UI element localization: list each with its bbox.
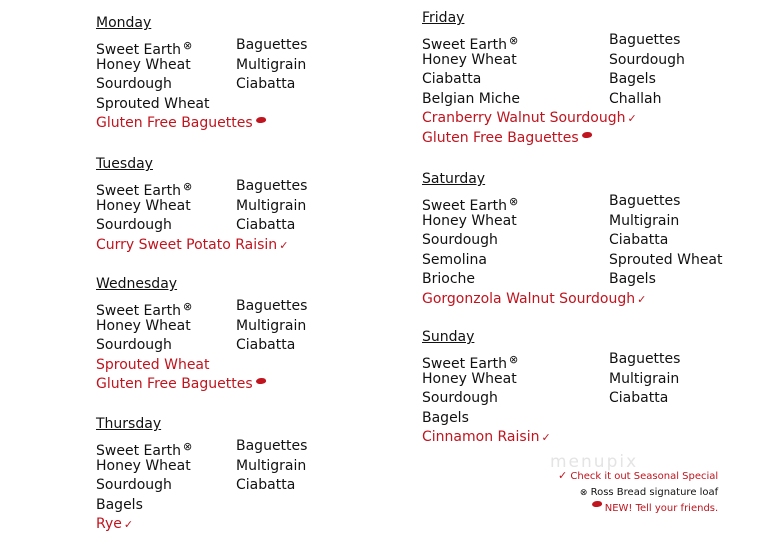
bread-row: [422, 409, 551, 429]
bread-row: [96, 95, 266, 115]
bread-name-col2: Baguettes: [609, 32, 681, 48]
bread-row: [96, 56, 307, 76]
bread-row: [422, 31, 681, 53]
day-heading: Monday: [96, 15, 152, 31]
bread-name: Sourdough: [96, 76, 172, 93]
bread-name: Honey Wheat: [422, 51, 517, 68]
bread-name-col2: Bagels: [609, 271, 656, 288]
bread-name: Belgian Miche: [422, 90, 520, 107]
bread-name-col2: Ciabatta: [236, 76, 296, 93]
bread-row: [422, 290, 646, 310]
new-drop-icon: [255, 116, 266, 124]
legend-new: [556, 501, 718, 517]
bread-name-col2: Ciabatta: [236, 217, 296, 234]
bread-row: [96, 496, 192, 516]
bread-name-col2: Sourdough: [609, 51, 685, 68]
bread-row: [422, 428, 551, 448]
bread-row: [422, 370, 680, 390]
day-heading: Saturday: [422, 171, 486, 187]
day-sunday: [422, 329, 681, 448]
bread-row: [96, 457, 307, 477]
bread-name-col2: Baguettes: [236, 438, 308, 454]
bread-row: [422, 70, 656, 90]
sweet-earth-mark-icon: ⊗: [183, 300, 193, 313]
legend-seasonal: [556, 468, 718, 485]
new-drop-icon: [591, 500, 602, 508]
bread-name: Honey Wheat: [96, 457, 191, 474]
new-drop-icon: [255, 377, 266, 385]
legend-new-text: NEW! Tell your friends.: [604, 503, 719, 514]
bread-name-col2: Baguettes: [609, 193, 681, 209]
bread-name: Ciabatta: [422, 71, 482, 88]
bread-row: [96, 317, 307, 337]
bread-name-col2: Baguettes: [236, 298, 308, 314]
bread-name: Gluten Free Baguettes: [96, 115, 253, 132]
bread-row: [96, 515, 192, 535]
bread-name: Sourdough: [96, 217, 172, 234]
bread-row: [422, 51, 685, 71]
bread-name: Sourdough: [96, 337, 172, 354]
bread-name: Brioche: [422, 271, 475, 288]
check-icon: ✓: [541, 431, 551, 445]
day-heading: Sunday: [422, 329, 475, 345]
day-tuesday: [96, 156, 308, 255]
day-heading: Tuesday: [96, 156, 153, 172]
bread-row: [422, 129, 637, 149]
bread-name-col2: Challah: [609, 90, 662, 107]
day-thursday: [96, 416, 308, 535]
day-wednesday: [96, 276, 308, 395]
sweet-earth-mark-icon: ⊗: [509, 195, 519, 208]
bread-name: Bagels: [422, 409, 469, 426]
bread-name-col2: Multigrain: [236, 197, 307, 214]
bread-row: [422, 231, 669, 251]
sweet-earth-mark-icon: ⊗: [183, 180, 193, 193]
day-monday: [96, 15, 308, 134]
new-drop-icon: [581, 131, 592, 139]
bread-row: [96, 197, 307, 217]
bread-name: Sweet Earth: [422, 37, 508, 53]
bread-name-col2: Baguettes: [609, 351, 681, 367]
bread-row: [96, 216, 296, 236]
bread-name-col2: Multigrain: [609, 370, 680, 387]
bread-name: Sweet Earth: [422, 356, 508, 372]
bread-name: Sourdough: [422, 390, 498, 407]
bread-name-col2: Ciabatta: [609, 390, 669, 407]
bread-name: Gluten Free Baguettes: [422, 129, 579, 146]
bread-name: Rye: [96, 516, 122, 533]
bread-name-col2: Ciabatta: [236, 337, 296, 354]
bread-name: Sweet Earth: [96, 42, 182, 58]
bread-name-col2: Ciabatta: [609, 232, 669, 249]
legend-seasonal-text: Check it out Seasonal Special: [570, 471, 719, 482]
bread-name: Sprouted Wheat: [96, 95, 210, 112]
sweet-earth-mark-icon: ⊗: [509, 353, 519, 366]
bread-name: Semolina: [422, 251, 487, 268]
bread-name: Gluten Free Baguettes: [96, 376, 253, 393]
bread-row: [422, 212, 680, 232]
bread-row: [422, 109, 637, 129]
bread-name: Honey Wheat: [96, 197, 191, 214]
day-heading: Friday: [422, 10, 465, 26]
bread-name: Cranberry Walnut Sourdough: [422, 110, 626, 127]
bread-name: Sprouted Wheat: [96, 356, 210, 373]
bread-name-col2: Baguettes: [236, 37, 308, 53]
sweet-earth-mark-icon: ⊗: [509, 34, 519, 47]
bread-row: [96, 356, 266, 376]
bread-name: Sourdough: [96, 477, 172, 494]
bread-name-col2: Sprouted Wheat: [609, 251, 723, 268]
bread-row: [422, 251, 723, 271]
bread-name-col2: Ciabatta: [236, 477, 296, 494]
bread-name-col2: Multigrain: [236, 457, 307, 474]
legend-signature: [556, 485, 718, 501]
bread-row: [96, 297, 308, 319]
day-heading: Thursday: [96, 416, 162, 432]
bread-name: Sweet Earth: [96, 443, 182, 459]
bread-name-col2: Multigrain: [236, 317, 307, 334]
legend-signature-text: Ross Bread signature loaf: [590, 487, 719, 498]
bread-row: [96, 336, 296, 356]
bread-row: [422, 270, 656, 290]
bread-name: Sweet Earth: [96, 183, 182, 199]
sweet-earth-mark-icon: ⊗: [183, 440, 193, 453]
bread-row: [422, 90, 662, 110]
check-icon: ✓: [558, 469, 568, 482]
bread-name-col2: Baguettes: [236, 178, 308, 194]
bread-row: [96, 236, 288, 256]
watermark: menupix: [550, 452, 639, 472]
bread-name: Honey Wheat: [96, 56, 191, 73]
bread-name: Bagels: [96, 496, 143, 513]
bread-name: Sweet Earth: [422, 198, 508, 214]
bread-name: Honey Wheat: [422, 212, 517, 229]
bread-name: Sweet Earth: [96, 303, 182, 319]
bread-row: [422, 389, 669, 409]
bread-row: [422, 350, 681, 372]
bread-row: [96, 476, 296, 496]
bread-row: [96, 114, 266, 134]
bread-name: Sourdough: [422, 232, 498, 249]
bread-name: Curry Sweet Potato Raisin: [96, 236, 278, 253]
bread-name-col2: Multigrain: [609, 212, 680, 229]
sweet-earth-mark-icon: ⊗: [579, 488, 588, 498]
check-icon: ✓: [637, 292, 647, 306]
bread-row: [96, 375, 266, 395]
bread-name: Honey Wheat: [96, 317, 191, 334]
day-saturday: [422, 171, 723, 310]
day-heading: Wednesday: [96, 276, 178, 292]
bread-row: [96, 75, 296, 95]
check-icon: ✓: [123, 518, 134, 532]
bread-row: [422, 192, 681, 214]
sweet-earth-mark-icon: ⊗: [183, 39, 193, 52]
legend: [556, 468, 718, 517]
bread-name: Cinnamon Raisin: [422, 429, 540, 446]
day-friday: [422, 10, 685, 149]
bread-name-col2: Multigrain: [236, 56, 307, 73]
bread-row: [96, 36, 308, 58]
check-icon: ✓: [279, 238, 289, 252]
bread-row: [96, 437, 308, 459]
check-icon: ✓: [627, 112, 637, 126]
bread-name: Honey Wheat: [422, 370, 517, 387]
bread-name: Gorgonzola Walnut Sourdough: [422, 290, 636, 307]
bread-name-col2: Bagels: [609, 71, 656, 88]
bread-row: [96, 177, 308, 199]
